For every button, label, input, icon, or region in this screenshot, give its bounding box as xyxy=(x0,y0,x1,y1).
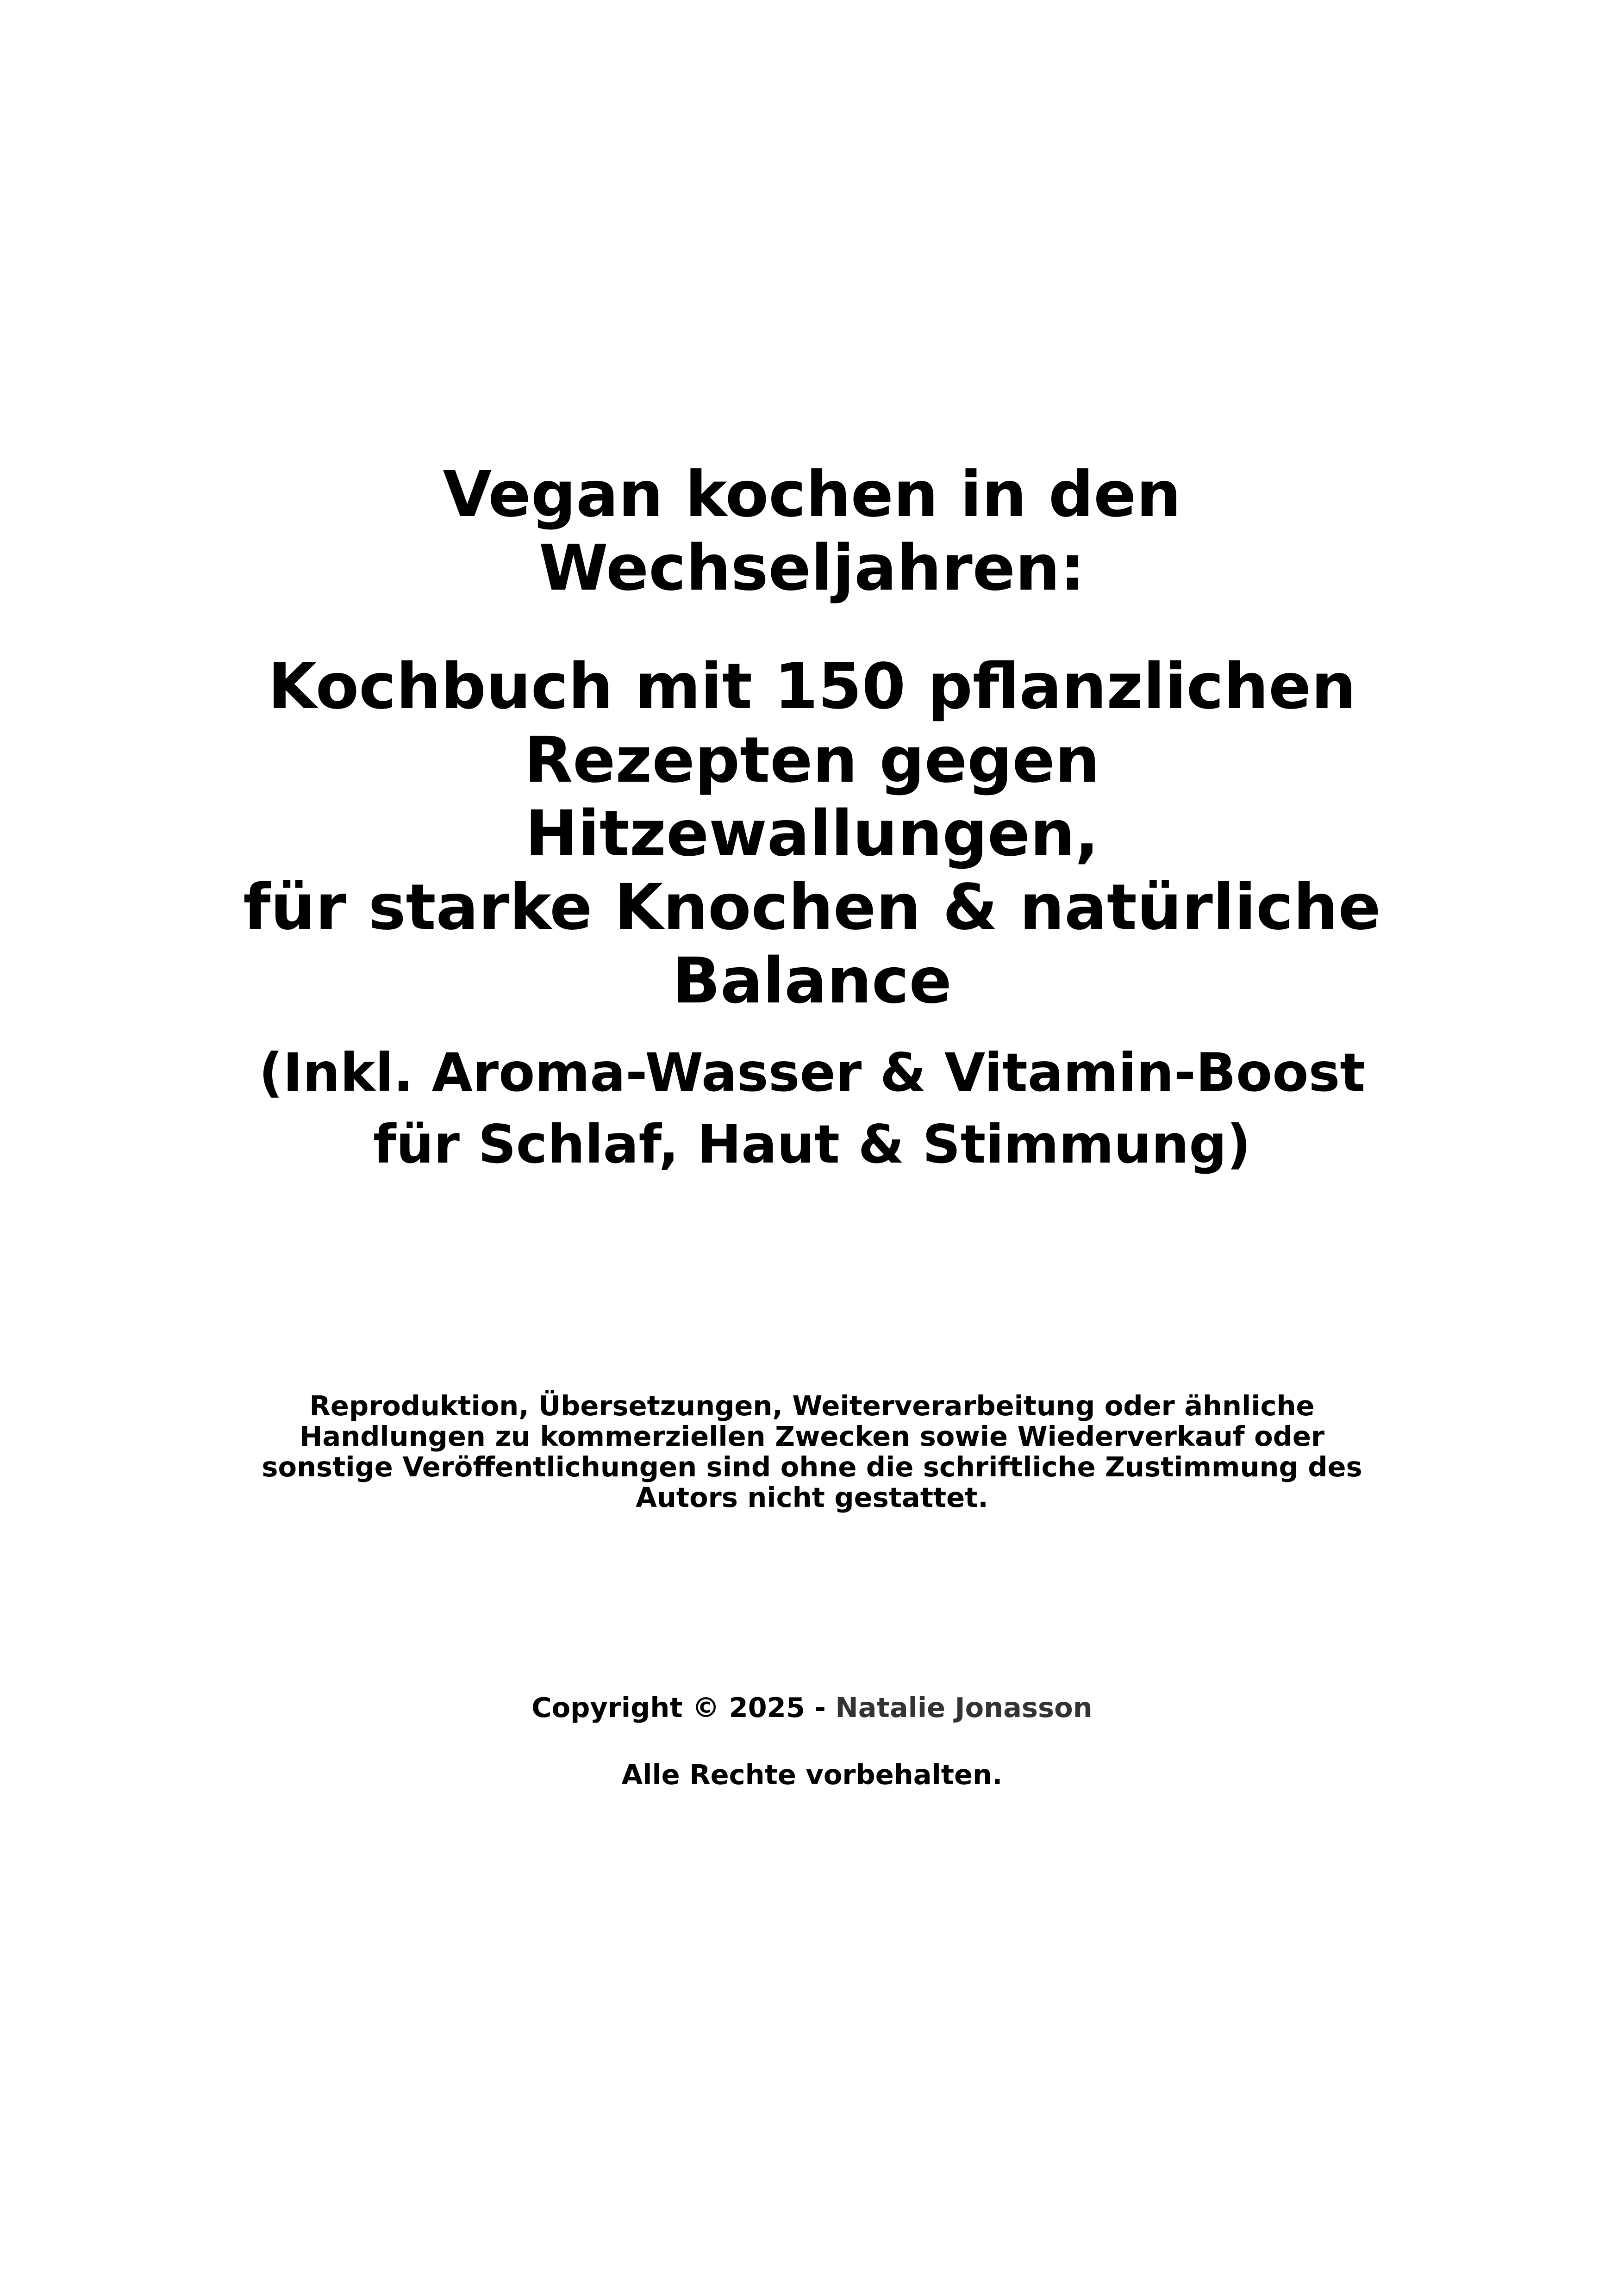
book-title-line: Vegan kochen in den xyxy=(443,458,1181,531)
book-subtitle xyxy=(231,650,1393,1018)
book-subtitle-line: Rezepten gegen Hitzewallungen, xyxy=(524,724,1100,871)
legal-notice-line: Reproduktion, Übersetzungen, Weiterverarbeitung oder ähnliche xyxy=(309,1390,1315,1422)
legal-notice-line: Autors nicht gestattet. xyxy=(636,1481,988,1513)
copyright-prefix: Copyright © 2025 - xyxy=(531,1692,836,1724)
legal-notice xyxy=(231,1391,1393,1513)
copyright-line xyxy=(231,1692,1393,1724)
book-extras-line: für Schlaf, Haut & Stimmung) xyxy=(373,1114,1251,1175)
legal-notice-line: sonstige Veröffentlichungen sind ohne die schriftliche Zustimmung des xyxy=(262,1451,1362,1483)
book-subtitle-line: Kochbuch mit 150 pflanzlichen xyxy=(268,650,1356,723)
legal-notice-line: Handlungen zu kommerziellen Zwecken sowie Wiederverkauf oder xyxy=(300,1420,1324,1452)
book-extras-note xyxy=(231,1037,1393,1180)
author-name: Natalie Jonasson xyxy=(835,1692,1093,1724)
book-title-line: Wechseljahren: xyxy=(538,532,1086,605)
book-title xyxy=(231,458,1393,605)
rights-reserved: Alle Rechte vorbehalten. xyxy=(621,1759,1003,1791)
book-subtitle-line: für starke Knochen & natürliche xyxy=(243,871,1381,944)
book-subtitle-line: Balance xyxy=(672,945,952,1018)
book-extras-line: (Inkl. Aroma-Wasser & Vitamin-Boost xyxy=(259,1042,1365,1103)
